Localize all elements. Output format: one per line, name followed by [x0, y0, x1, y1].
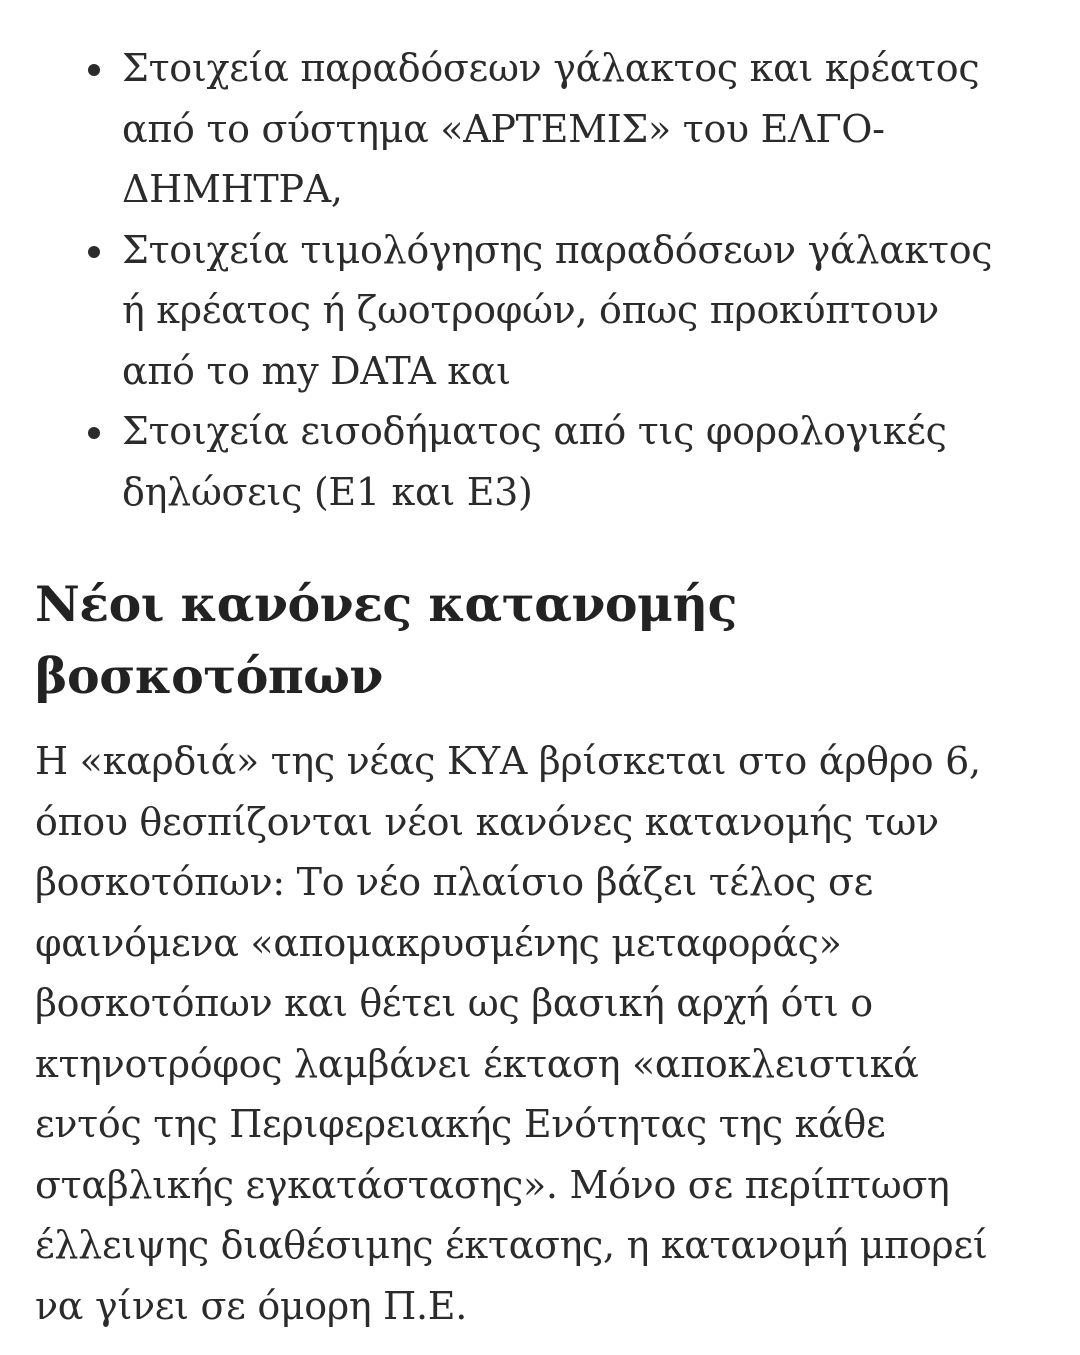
paragraph-line: βοσκοτόπων και θέτει ως βασική αρχή ότι ο: [35, 981, 873, 1025]
section-heading: [35, 568, 737, 712]
paragraph-line: όπου θεσπίζονται νέοι κανόνες κατανομής των: [35, 799, 939, 844]
list-item-line: Στοιχεία παραδόσεων γάλακτος και κρέατος: [122, 46, 980, 90]
list-item-line: από το σύστημα «ΑΡΤΕΜΙΣ» του ΕΛΓΟ-: [122, 106, 885, 151]
list-item-line: δηλώσεις (Ε1 και Ε3): [122, 469, 533, 514]
list-item-line: ΔΗΜΗΤΡΑ,: [122, 167, 343, 211]
paragraph-line: φαινόμενα «απομακρυσμένης μεταφοράς»: [35, 920, 842, 965]
heading-line: Νέοι κανόνες κατανομής: [35, 575, 737, 633]
list-item: [0, 38, 992, 220]
bullet-icon: [88, 64, 100, 76]
paragraph-line: έλλειψης διαθέσιμης έκτασης, η κατανομή μπορεί: [35, 1223, 988, 1267]
list-item-line: Στοιχεία τιμολόγησης παραδόσεων γάλακτος: [122, 227, 993, 272]
data-sources-list: [0, 38, 992, 522]
list-item-line: από το my DATA και: [122, 348, 511, 393]
list-item-line: ή κρέατος ή ζωοτροφών, όπως προκύπτουν: [122, 288, 939, 332]
paragraph-line: κτηνοτρόφος λαμβάνει έκταση «αποκλειστικά: [35, 1041, 919, 1086]
list-item: [0, 401, 992, 522]
heading-line: βοσκοτόπων: [35, 647, 383, 705]
paragraph-line: βοσκοτόπων: Το νέο πλαίσιο βάζει τέλος σε: [35, 860, 873, 904]
paragraph-line: Η «καρδιά» της νέας ΚΥΑ βρίσκεται στο άρθρο 6,: [35, 739, 981, 783]
bullet-icon: [88, 427, 100, 439]
paragraph-line: σταβλικής εγκατάστασης». Μόνο σε περίπτωση: [35, 1162, 950, 1207]
paragraph-line: εντός της Περιφερειακής Ενότητας της κάθε: [35, 1102, 886, 1146]
list-item: [0, 220, 992, 402]
article-paragraph: [35, 731, 987, 1336]
bullet-icon: [88, 246, 100, 258]
list-item-line: Στοιχεία εισοδήματος από τις φορολογικές: [122, 409, 947, 453]
paragraph-line: να γίνει σε όμορη Π.Ε.: [35, 1283, 467, 1328]
